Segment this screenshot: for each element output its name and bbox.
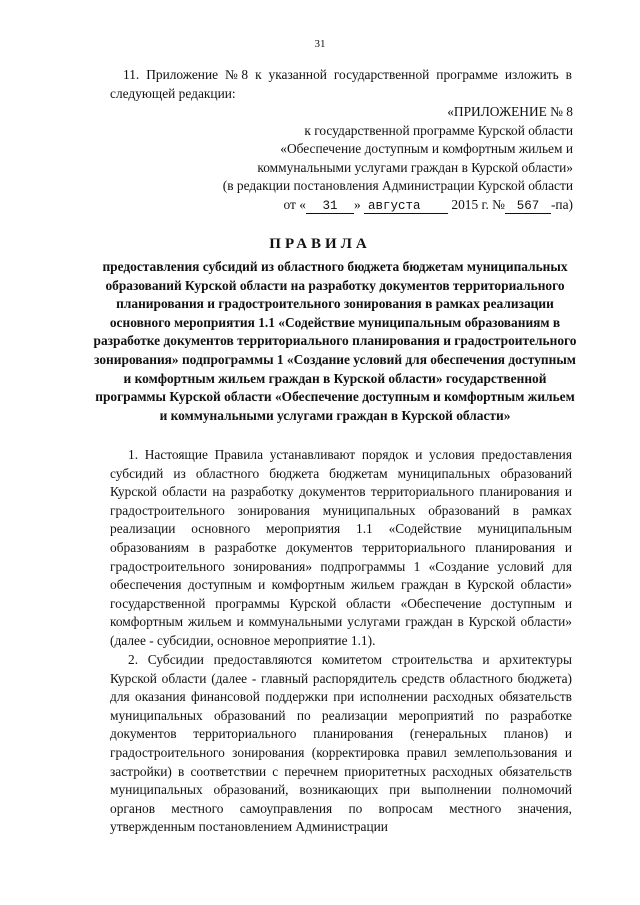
appendix-line-3: коммунальными услугами граждан в Курской области»	[257, 159, 573, 175]
intro-text: 11. Приложение №8 к указанной государственной программе изложить в следующей редакции:	[110, 67, 572, 101]
date-suffix: -па)	[550, 196, 573, 212]
appendix-date-line	[173, 196, 573, 215]
date-month: августа	[364, 199, 448, 214]
document-heading: ПРАВИЛА	[269, 236, 371, 252]
date-year: 2015 г. №	[451, 196, 505, 212]
page-number: 31	[314, 38, 326, 50]
paragraph-1: 1. Настоящие Правила устанавливают порядок и условия предоставления субсидий из областного бюджета бюджетам муниципальных образований Курской области на разработку документов территориального планирования и градостроительного зонирования муниципальных образований в рамках реализации основного мероприятия 1.1 «Содействие муниципальным образованиям в разработке документов территориального планирования и градостроительного зонирования» подпрограммы 1 «Создание условий для обеспечения доступным и комфортным жильем граждан в Курской области» государственной программы Курской области «Обеспечение доступным и комфортным жильем и коммунальными услугами граждан в Курской области» (далее - субсидии, основное мероприятие 1.1).	[110, 447, 572, 648]
decree-number: 567	[505, 199, 551, 214]
date-prefix: от «	[283, 196, 306, 212]
appendix-line-1: к государственной программе Курской области	[304, 122, 573, 138]
document-subtitle: предоставления субсидий из областного бюджета бюджетам муниципальных образований Курской области на разработку документов территориального планирования и градостроительного зонирования в рамках реализации основного мероприятия 1.1 «Содействие муниципальным образованиям в разработке документов территориального планирования и градостроительного зонирования» подпрограммы 1 «Создание условий для обеспечения доступным и комфортным жильем граждан в Курской области» государственной программы Курской области «Обеспечение доступным и комфортным жильем и коммунальными услугами граждан в Курской области»	[93, 259, 577, 423]
appendix-title: «ПРИЛОЖЕНИЕ № 8	[447, 104, 573, 119]
appendix-line-4: (в редакции постановления Администрации Курской области	[222, 178, 573, 194]
date-day: 31	[306, 199, 354, 214]
date-mid: »	[353, 196, 361, 212]
paragraph-2: 2. Субсидии предоставляются комитетом строительства и архитектуры Курской области (далее - главный распорядитель средств областного бюджета) для оказания финансовой поддержки при исполнении расходных обязательств муниципальных образований по реализации мероприятий по разработке документов территориального планирования (генеральных планов) и градостроительного зонирования (корректировка правил землепользования и застройки) в соответствии с перечнем приоритетных расходных обязательств муниципальных образований, возникающих при выполнении полномочий органов местного самоуправления по вопросам местного значения, утвержденным постановлением Администрации	[110, 652, 572, 835]
intro-paragraph	[110, 66, 572, 103]
appendix-line-2: «Обеспечение доступным и комфортным жильем и	[280, 141, 573, 157]
appendix-header	[173, 103, 573, 215]
